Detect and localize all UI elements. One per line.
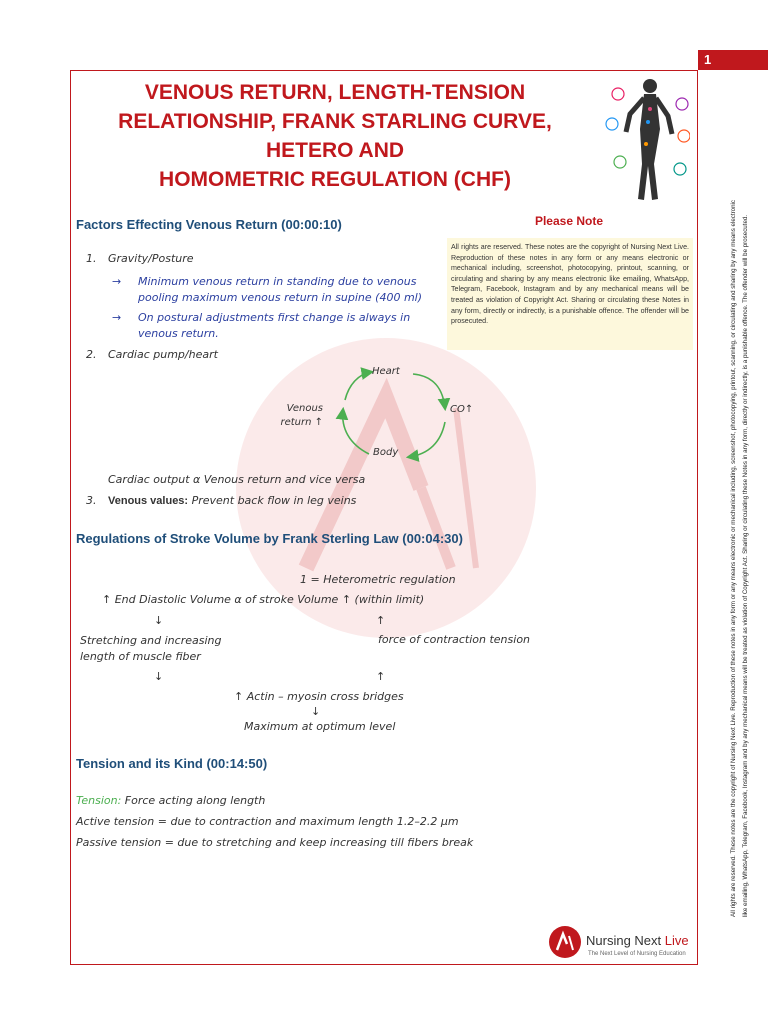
list-item-gravity: Gravity/Posture <box>108 252 194 265</box>
title-line-1: VENOUS RETURN, LENGTH-TENSION <box>144 81 526 104</box>
stretching-text <box>80 633 240 665</box>
side-copyright-line-1: All rights are reserved. These notes are the copyright of Nursing Next Live. Reproduction of these notes in any form or any means electronic or mechanical including, screenshot, photocopying, printout, scanning, or circulating and sharing by any means electronic <box>730 200 737 917</box>
maximum-optimum-text: Maximum at optimum level <box>244 720 396 733</box>
down-arrow-icon: ↓ <box>154 614 164 627</box>
title-line-4: HOMOMETRIC REGULATION (CHF) <box>159 168 511 191</box>
side-copyright <box>722 72 766 917</box>
cycle-label-body: Body <box>373 447 399 458</box>
stretching-line-1: Stretching and increasing <box>80 634 222 647</box>
passive-tension: Passive tension = due to stretching and keep increasing till fibers break <box>76 836 474 849</box>
side-copyright-line-2: like emailing, WhatsApp, Telegram, Facebook, Instagram and by any mechanical means will be treated as violation of Copyright Act. Sharing or circulating these Notes in any form, directly or indirectly, is a punishable offence. The offender will be prosecuted. <box>742 214 749 917</box>
bullet-postural-line-2: venous return. <box>138 327 219 340</box>
tension-label: Tension: <box>76 794 122 807</box>
arrow-bullet-icon: → <box>112 311 122 324</box>
list-item-venous-valves <box>108 494 356 507</box>
logo-mark-glyph <box>549 926 581 958</box>
logo-name-part-1: Nursing Next <box>586 933 665 948</box>
cycle-label-venous-line-2: return ↑ <box>280 417 323 428</box>
down-arrow-icon: ↓ <box>311 705 321 718</box>
logo-name-part-2: Live <box>664 933 689 948</box>
actin-myosin-text: ↑ Actin – myosin cross bridges <box>234 690 404 703</box>
cardiac-output-relation: Cardiac output α Venous return and vice versa <box>108 473 366 486</box>
cycle-label-venous-return <box>277 402 323 430</box>
tension-definition <box>76 794 265 807</box>
section-heading-tension: Tension and its Kind (00:14:50) <box>76 756 268 771</box>
title-line-3: HETERO AND <box>265 139 405 162</box>
venous-valves-label: Venous values: <box>108 495 189 507</box>
bullet-standing-line-2: pooling maximum venous return in supine (400 ml) <box>138 291 423 304</box>
cycle-label-venous-line-1: Venous <box>286 403 323 414</box>
bullet-postural-line-1: On postural adjustments first change is always in <box>138 311 411 324</box>
stretching-line-2: length of muscle fiber <box>80 650 201 663</box>
title-line-2: RELATIONSHIP, FRANK STARLING CURVE, <box>118 110 552 133</box>
bullet-postural <box>138 310 438 342</box>
list-number-2: 2. <box>86 348 97 361</box>
section-heading-stroke-volume: Regulations of Stroke Volume by Frank Sterling Law (00:04:30) <box>76 531 463 546</box>
force-of-contraction: force of contraction tension <box>378 633 531 646</box>
up-arrow-icon: ↑ <box>376 614 386 627</box>
please-note-box: All rights are reserved. These notes are the copyright of Nursing Next Live. Reproduction of these notes in any form or any means electronic or mechanical including, screenshot, photocopying, printout, scanning, or circulating and sharing by any means electronic like emailing, WhatsApp, Telegram, Facebook, Instagram and by any mechanical means will be treated as violation of Copyright Act. Sharing or circulating these Notes in any form, directly or indirectly, is a punishable offence. The offender will be prosecuted. <box>447 238 693 350</box>
cycle-label-heart: Heart <box>372 366 400 377</box>
active-tension: Active tension = due to contraction and maximum length 1.2–2.2 μm <box>76 815 459 828</box>
bullet-standing-line-1: Minimum venous return in standing due to venous <box>138 275 417 288</box>
logo-name <box>586 933 689 948</box>
tension-text: Force acting along length <box>121 794 266 807</box>
list-item-cardiac-pump: Cardiac pump/heart <box>108 348 218 361</box>
page-number: 1 <box>698 50 768 70</box>
section-heading-venous-return: Factors Effecting Venous Return (00:00:10) <box>76 217 342 232</box>
logo-tagline: The Next Level of Nursing Education <box>588 951 686 957</box>
list-number-1: 1. <box>86 252 97 265</box>
arrow-bullet-icon: → <box>112 275 122 288</box>
up-arrow-icon: ↑ <box>376 670 386 683</box>
human-body-illustration <box>600 74 690 204</box>
venous-valves-text: Prevent back flow in leg veins <box>188 494 357 507</box>
list-number-3: 3. <box>86 494 97 507</box>
heterometric-regulation: 1 = Heterometric regulation <box>300 573 456 586</box>
cycle-label-co: CO↑ <box>450 404 474 415</box>
please-note-title: Please Note <box>534 214 604 228</box>
down-arrow-icon: ↓ <box>154 670 164 683</box>
page-title <box>86 78 584 194</box>
bullet-standing <box>138 274 438 306</box>
edv-relation: ↑ End Diastolic Volume α of stroke Volume ↑ (within limit) <box>102 593 425 606</box>
